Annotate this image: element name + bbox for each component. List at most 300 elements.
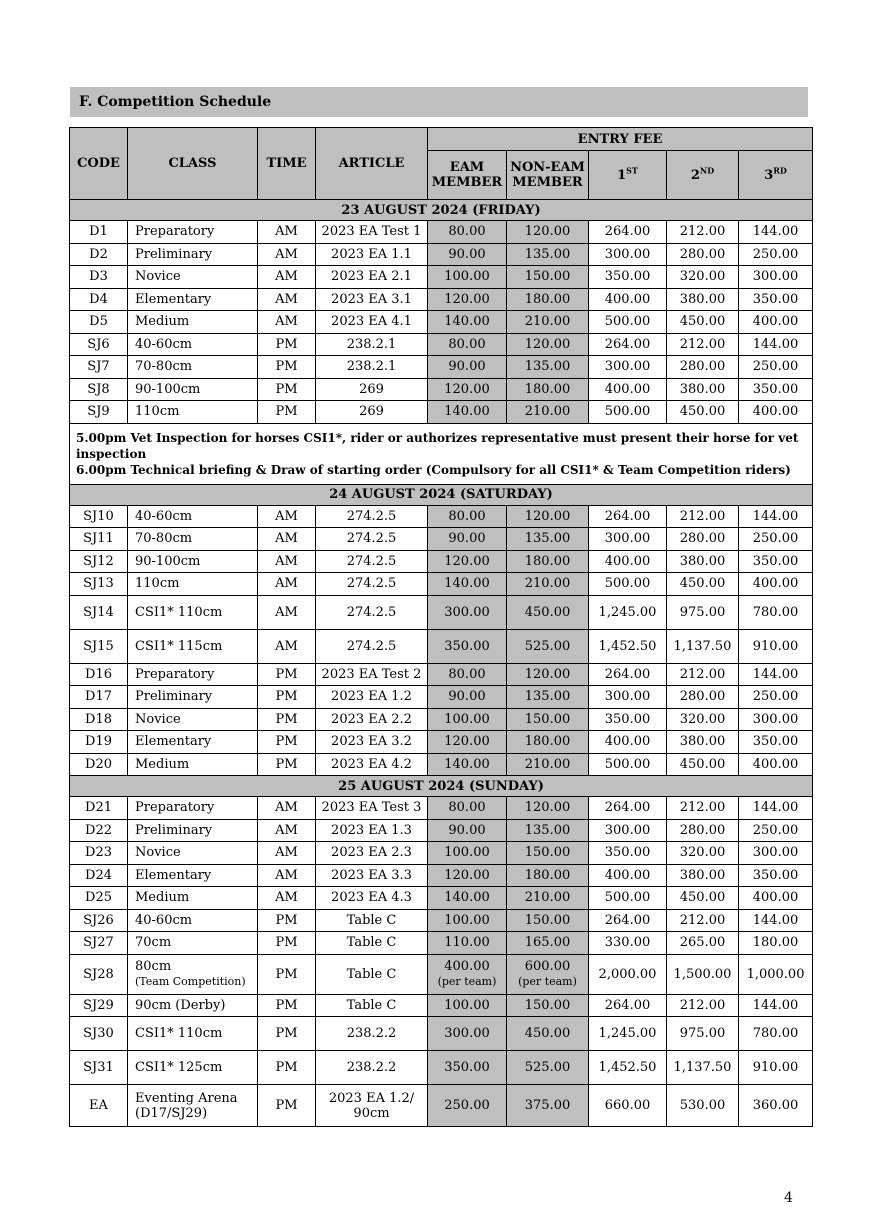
prize-2nd-cell: 975.00	[667, 595, 739, 629]
class-name: Preparatory	[135, 224, 215, 240]
prize-2nd-cell: 450.00	[667, 573, 739, 596]
non-eam-fee: 375.00	[524, 1098, 571, 1113]
article-text: Table C	[346, 912, 397, 928]
day-title: 25 AUGUST 2024 (SUNDAY)	[70, 776, 813, 797]
table-row	[70, 528, 813, 551]
code-cell: SJ8	[70, 378, 128, 401]
eam-fee: 140.00	[444, 404, 490, 420]
eam-fee: 140.00	[444, 756, 490, 772]
article-text: 2023 EA 1.3	[331, 822, 412, 838]
prize-2nd-cell: 212.00	[667, 994, 739, 1017]
eam-fee: 80.00	[448, 508, 486, 524]
table-row	[70, 819, 813, 842]
non-eam-fee: 120.00	[524, 800, 571, 816]
non-eam-fee-cell	[507, 550, 589, 573]
header-prize-2nd: 2ND	[667, 151, 739, 200]
non-eam-fee: 180.00	[524, 291, 571, 307]
code-cell: SJ13	[70, 573, 128, 596]
non-eam-fee-cell	[507, 932, 589, 955]
prize-2nd-cell: 450.00	[667, 753, 739, 776]
prize-2nd-cell: 380.00	[667, 864, 739, 887]
prize-2nd-cell: 212.00	[667, 909, 739, 932]
code-cell: SJ30	[70, 1017, 128, 1051]
prize-3rd-cell: 350.00	[739, 550, 813, 573]
eam-fee-note: (per team)	[437, 975, 497, 988]
class-cell	[128, 243, 258, 266]
prize-2nd-cell: 265.00	[667, 932, 739, 955]
eam-fee: 120.00	[444, 381, 490, 397]
class-name: Eventing Arena	[135, 1090, 238, 1106]
code-cell: D18	[70, 708, 128, 731]
non-eam-fee: 180.00	[524, 867, 571, 883]
header-code: CODE	[70, 128, 128, 200]
class-name: CSI1* 110cm	[135, 1026, 223, 1041]
non-eam-fee-cell	[507, 1085, 589, 1127]
prize-3rd-cell: 144.00	[739, 909, 813, 932]
code-cell: SJ6	[70, 333, 128, 356]
eam-fee: 110.00	[444, 935, 490, 951]
prize-1st-cell: 400.00	[589, 288, 667, 311]
eam-fee: 120.00	[444, 291, 490, 307]
table-row	[70, 629, 813, 663]
note-line: 6.00pm Technical briefing & Draw of starting order (Compulsory for all CSI1* & Team Competition riders)	[76, 462, 791, 477]
code-cell: SJ11	[70, 528, 128, 551]
code-cell: SJ27	[70, 932, 128, 955]
time-cell: AM	[258, 550, 316, 573]
eam-fee: 90.00	[448, 822, 486, 838]
article-text: 2023 EA 2.1	[331, 269, 412, 285]
article-text: 2023 EA 3.3	[331, 867, 412, 883]
time-cell: AM	[258, 266, 316, 289]
class-name: Preparatory	[135, 666, 215, 682]
table-row	[70, 731, 813, 754]
article-text: 238.2.2	[346, 1026, 397, 1041]
non-eam-fee-cell	[507, 221, 589, 244]
non-eam-fee-cell	[507, 887, 589, 910]
non-eam-fee-note: (per team)	[518, 975, 577, 988]
eam-fee: 120.00	[444, 553, 490, 569]
prize-1st-cell: 264.00	[589, 221, 667, 244]
eam-fee-cell	[428, 401, 507, 424]
eam-fee-cell	[428, 505, 507, 528]
class-name: 40-60cm	[135, 508, 193, 524]
prize-1st-cell: 300.00	[589, 528, 667, 551]
eam-fee: 300.00	[444, 1026, 490, 1041]
class-cell	[128, 550, 258, 573]
eam-fee: 140.00	[444, 314, 490, 330]
article-cell	[316, 797, 428, 820]
time-cell: AM	[258, 819, 316, 842]
code-cell: D24	[70, 864, 128, 887]
eam-fee-cell	[428, 753, 507, 776]
header-non-eam-member: NON-EAM MEMBER	[507, 151, 589, 200]
non-eam-fee: 135.00	[524, 359, 571, 375]
class-cell	[128, 708, 258, 731]
non-eam-fee-cell	[507, 708, 589, 731]
prize-2nd-cell: 320.00	[667, 708, 739, 731]
prize-1st-cell: 350.00	[589, 708, 667, 731]
code-cell: SJ7	[70, 356, 128, 379]
eam-fee-cell	[428, 595, 507, 629]
eam-fee: 90.00	[448, 246, 486, 262]
class-cell	[128, 378, 258, 401]
eam-fee-cell	[428, 864, 507, 887]
article-cell	[316, 864, 428, 887]
eam-fee: 90.00	[448, 689, 486, 705]
prize-2nd-cell: 212.00	[667, 333, 739, 356]
prize-3rd-cell: 300.00	[739, 266, 813, 289]
prize-1st-cell: 264.00	[589, 797, 667, 820]
class-cell	[128, 819, 258, 842]
non-eam-fee: 450.00	[524, 1026, 571, 1041]
prize-3rd-cell: 400.00	[739, 573, 813, 596]
article-text: 2023 EA 1.2/	[328, 1090, 415, 1106]
day-header-row	[70, 776, 813, 797]
non-eam-fee-cell	[507, 909, 589, 932]
table-row	[70, 887, 813, 910]
article-cell	[316, 550, 428, 573]
table-row	[70, 221, 813, 244]
prize-1st-cell: 660.00	[589, 1085, 667, 1127]
code-cell: D4	[70, 288, 128, 311]
time-cell: AM	[258, 311, 316, 334]
class-name: 40-60cm	[135, 912, 193, 928]
eam-fee-cell	[428, 708, 507, 731]
prize-3rd-cell: 144.00	[739, 221, 813, 244]
code-cell: D17	[70, 686, 128, 709]
article-cell	[316, 842, 428, 865]
class-name: Novice	[135, 845, 181, 861]
class-name: 90-100cm	[135, 553, 201, 569]
prize-3rd-cell: 350.00	[739, 378, 813, 401]
article-text: 2023 EA 2.3	[331, 845, 412, 861]
time-cell: AM	[258, 505, 316, 528]
non-eam-fee: 165.00	[524, 935, 571, 951]
article-text: 2023 EA 4.3	[331, 890, 412, 906]
class-name: 90cm (Derby)	[135, 997, 226, 1013]
table-row	[70, 243, 813, 266]
class-name: Preliminary	[135, 689, 213, 705]
code-cell: SJ12	[70, 550, 128, 573]
article-text: 2023 EA Test 2	[321, 666, 422, 682]
time-cell: AM	[258, 221, 316, 244]
article-text: Table C	[346, 935, 397, 951]
eam-fee: 100.00	[444, 912, 490, 928]
prize-3rd-cell: 250.00	[739, 356, 813, 379]
article-text: 238.2.1	[346, 336, 397, 352]
prize-1st-cell: 300.00	[589, 819, 667, 842]
table-row	[70, 864, 813, 887]
time-cell: PM	[258, 932, 316, 955]
code-cell: D21	[70, 797, 128, 820]
class-name: Novice	[135, 711, 181, 727]
class-name: 90-100cm	[135, 381, 201, 397]
article-cell	[316, 221, 428, 244]
eam-fee: 120.00	[444, 734, 490, 750]
class-cell	[128, 1051, 258, 1085]
class-cell	[128, 731, 258, 754]
code-cell: D19	[70, 731, 128, 754]
table-row	[70, 954, 813, 994]
prize-1st-cell: 264.00	[589, 663, 667, 686]
article-cell	[316, 573, 428, 596]
non-eam-fee-cell	[507, 401, 589, 424]
article-cell	[316, 708, 428, 731]
eam-fee: 100.00	[444, 845, 490, 861]
eam-fee-cell	[428, 550, 507, 573]
non-eam-fee: 120.00	[524, 224, 571, 240]
non-eam-fee-cell	[507, 356, 589, 379]
class-cell	[128, 356, 258, 379]
class-name: Medium	[135, 314, 190, 330]
prize-2nd-cell: 280.00	[667, 356, 739, 379]
class-cell	[128, 528, 258, 551]
class-cell	[128, 753, 258, 776]
class-cell	[128, 573, 258, 596]
non-eam-fee-cell	[507, 731, 589, 754]
eam-fee-cell	[428, 528, 507, 551]
non-eam-fee: 135.00	[524, 689, 571, 705]
prize-3rd-cell: 360.00	[739, 1085, 813, 1127]
class-name: 110cm	[135, 576, 180, 592]
non-eam-fee-cell	[507, 573, 589, 596]
non-eam-fee-cell	[507, 1017, 589, 1051]
prize-1st-cell: 300.00	[589, 686, 667, 709]
article-text: 2023 EA 4.1	[331, 314, 412, 330]
class-name: Novice	[135, 269, 181, 285]
eam-fee-cell	[428, 663, 507, 686]
article-text: 274.2.5	[346, 604, 397, 620]
eam-fee-cell	[428, 994, 507, 1017]
day-title: 24 AUGUST 2024 (SATURDAY)	[70, 484, 813, 505]
table-row	[70, 573, 813, 596]
non-eam-fee-cell	[507, 311, 589, 334]
time-cell: AM	[258, 797, 316, 820]
prize-3rd-cell: 250.00	[739, 686, 813, 709]
class-cell	[128, 686, 258, 709]
prize-2nd-cell: 380.00	[667, 550, 739, 573]
class-cell	[128, 994, 258, 1017]
non-eam-fee-cell	[507, 842, 589, 865]
table-row	[70, 266, 813, 289]
prize-1st-cell: 264.00	[589, 505, 667, 528]
time-cell: PM	[258, 1051, 316, 1085]
class-name: 40-60cm	[135, 336, 193, 352]
prize-1st-cell: 264.00	[589, 994, 667, 1017]
non-eam-fee: 150.00	[524, 711, 571, 727]
table-row	[70, 550, 813, 573]
non-eam-fee-cell	[507, 819, 589, 842]
time-cell: PM	[258, 731, 316, 754]
article-cell	[316, 288, 428, 311]
header-class: CLASS	[128, 128, 258, 200]
eam-fee: 400.00	[444, 959, 490, 974]
time-cell: AM	[258, 288, 316, 311]
time-cell: PM	[258, 1017, 316, 1051]
class-name: Medium	[135, 756, 190, 772]
prize-3rd-cell: 144.00	[739, 797, 813, 820]
table-row	[70, 753, 813, 776]
code-cell: D23	[70, 842, 128, 865]
code-cell: D1	[70, 221, 128, 244]
page-number: 4	[784, 1190, 793, 1206]
eam-fee: 300.00	[444, 604, 490, 620]
section-title: F. Competition Schedule	[70, 87, 808, 117]
class-cell	[128, 266, 258, 289]
prize-2nd-cell: 380.00	[667, 731, 739, 754]
prize-3rd-cell: 144.00	[739, 994, 813, 1017]
prize-3rd-cell: 144.00	[739, 663, 813, 686]
non-eam-fee-cell	[507, 753, 589, 776]
eam-fee-cell	[428, 311, 507, 334]
time-cell: PM	[258, 994, 316, 1017]
day-title: 23 AUGUST 2024 (FRIDAY)	[70, 200, 813, 221]
eam-fee: 350.00	[444, 638, 490, 654]
table-row	[70, 505, 813, 528]
non-eam-fee: 135.00	[524, 822, 571, 838]
non-eam-fee: 210.00	[524, 756, 571, 772]
table-row	[70, 1085, 813, 1127]
eam-fee-cell	[428, 819, 507, 842]
prize-3rd-cell: 250.00	[739, 243, 813, 266]
article-cell	[316, 1051, 428, 1085]
eam-fee-cell	[428, 1017, 507, 1051]
class-cell	[128, 288, 258, 311]
code-cell: SJ29	[70, 994, 128, 1017]
class-name: Elementary	[135, 291, 212, 307]
prize-1st-cell: 1,452.50	[589, 1051, 667, 1085]
code-cell: SJ9	[70, 401, 128, 424]
header-prize-1st: 1ST	[589, 151, 667, 200]
non-eam-fee: 210.00	[524, 404, 571, 420]
non-eam-fee-cell	[507, 864, 589, 887]
article-cell	[316, 401, 428, 424]
prize-2nd-cell: 380.00	[667, 378, 739, 401]
article-cell	[316, 243, 428, 266]
time-cell: AM	[258, 842, 316, 865]
code-cell: D3	[70, 266, 128, 289]
table-row	[70, 708, 813, 731]
article-text: 2023 EA Test 1	[321, 224, 422, 240]
table-row	[70, 311, 813, 334]
eam-fee-cell	[428, 288, 507, 311]
prize-1st-cell: 2,000.00	[589, 954, 667, 994]
class-name: Preliminary	[135, 246, 213, 262]
class-cell	[128, 595, 258, 629]
code-cell: SJ31	[70, 1051, 128, 1085]
non-eam-fee-cell	[507, 663, 589, 686]
table-row	[70, 797, 813, 820]
eam-fee-cell	[428, 731, 507, 754]
table-row	[70, 1017, 813, 1051]
eam-fee-cell	[428, 932, 507, 955]
class-cell	[128, 842, 258, 865]
prize-3rd-cell: 250.00	[739, 528, 813, 551]
eam-fee: 350.00	[444, 1060, 490, 1075]
class-name-line2: (D17/SJ29)	[135, 1105, 208, 1121]
class-cell	[128, 505, 258, 528]
non-eam-fee: 135.00	[524, 531, 571, 547]
table-row	[70, 333, 813, 356]
eam-fee: 100.00	[444, 997, 490, 1013]
non-eam-fee: 210.00	[524, 314, 571, 330]
time-cell: PM	[258, 1085, 316, 1127]
prize-1st-cell: 350.00	[589, 266, 667, 289]
non-eam-fee: 210.00	[524, 890, 571, 906]
non-eam-fee: 180.00	[524, 553, 571, 569]
non-eam-fee: 120.00	[524, 336, 571, 352]
time-cell: AM	[258, 629, 316, 663]
article-cell	[316, 753, 428, 776]
class-cell	[128, 887, 258, 910]
code-cell: D5	[70, 311, 128, 334]
article-cell	[316, 378, 428, 401]
non-eam-fee: 450.00	[524, 604, 571, 620]
non-eam-fee: 150.00	[524, 912, 571, 928]
non-eam-fee-cell	[507, 629, 589, 663]
article-cell	[316, 909, 428, 932]
eam-fee-cell	[428, 1085, 507, 1127]
class-cell	[128, 932, 258, 955]
eam-fee: 100.00	[444, 711, 490, 727]
prize-1st-cell: 400.00	[589, 378, 667, 401]
prize-1st-cell: 400.00	[589, 731, 667, 754]
eam-fee-cell	[428, 1051, 507, 1085]
prize-2nd-cell: 320.00	[667, 266, 739, 289]
article-cell	[316, 1017, 428, 1051]
eam-fee: 100.00	[444, 269, 490, 285]
time-cell: AM	[258, 595, 316, 629]
time-cell: PM	[258, 708, 316, 731]
article-text: Table C	[346, 966, 397, 982]
non-eam-fee: 525.00	[524, 1060, 571, 1075]
prize-3rd-cell: 1,000.00	[739, 954, 813, 994]
prize-2nd-cell: 1,137.50	[667, 629, 739, 663]
header-prize-3rd: 3RD	[739, 151, 813, 200]
table-row	[70, 401, 813, 424]
prize-2nd-cell: 212.00	[667, 221, 739, 244]
article-cell	[316, 528, 428, 551]
class-name: CSI1* 115cm	[135, 638, 223, 654]
eam-fee: 90.00	[448, 359, 486, 375]
article-cell	[316, 887, 428, 910]
eam-fee-cell	[428, 887, 507, 910]
prize-2nd-cell: 280.00	[667, 528, 739, 551]
prize-2nd-cell: 450.00	[667, 887, 739, 910]
non-eam-fee: 150.00	[524, 997, 571, 1013]
article-text: 2023 EA 1.2	[331, 689, 412, 705]
article-cell	[316, 505, 428, 528]
time-cell: PM	[258, 663, 316, 686]
prize-2nd-cell: 530.00	[667, 1085, 739, 1127]
time-cell: PM	[258, 753, 316, 776]
article-cell	[316, 629, 428, 663]
eam-fee: 80.00	[448, 224, 486, 240]
non-eam-fee: 150.00	[524, 269, 571, 285]
prize-1st-cell: 1,245.00	[589, 595, 667, 629]
eam-fee-cell	[428, 378, 507, 401]
class-cell	[128, 401, 258, 424]
class-cell	[128, 1085, 258, 1127]
table-row	[70, 1051, 813, 1085]
code-cell: SJ15	[70, 629, 128, 663]
time-cell: AM	[258, 528, 316, 551]
code-cell: SJ10	[70, 505, 128, 528]
class-name: Preliminary	[135, 822, 213, 838]
prize-1st-cell: 500.00	[589, 753, 667, 776]
prize-1st-cell: 500.00	[589, 573, 667, 596]
class-name: Elementary	[135, 734, 212, 750]
